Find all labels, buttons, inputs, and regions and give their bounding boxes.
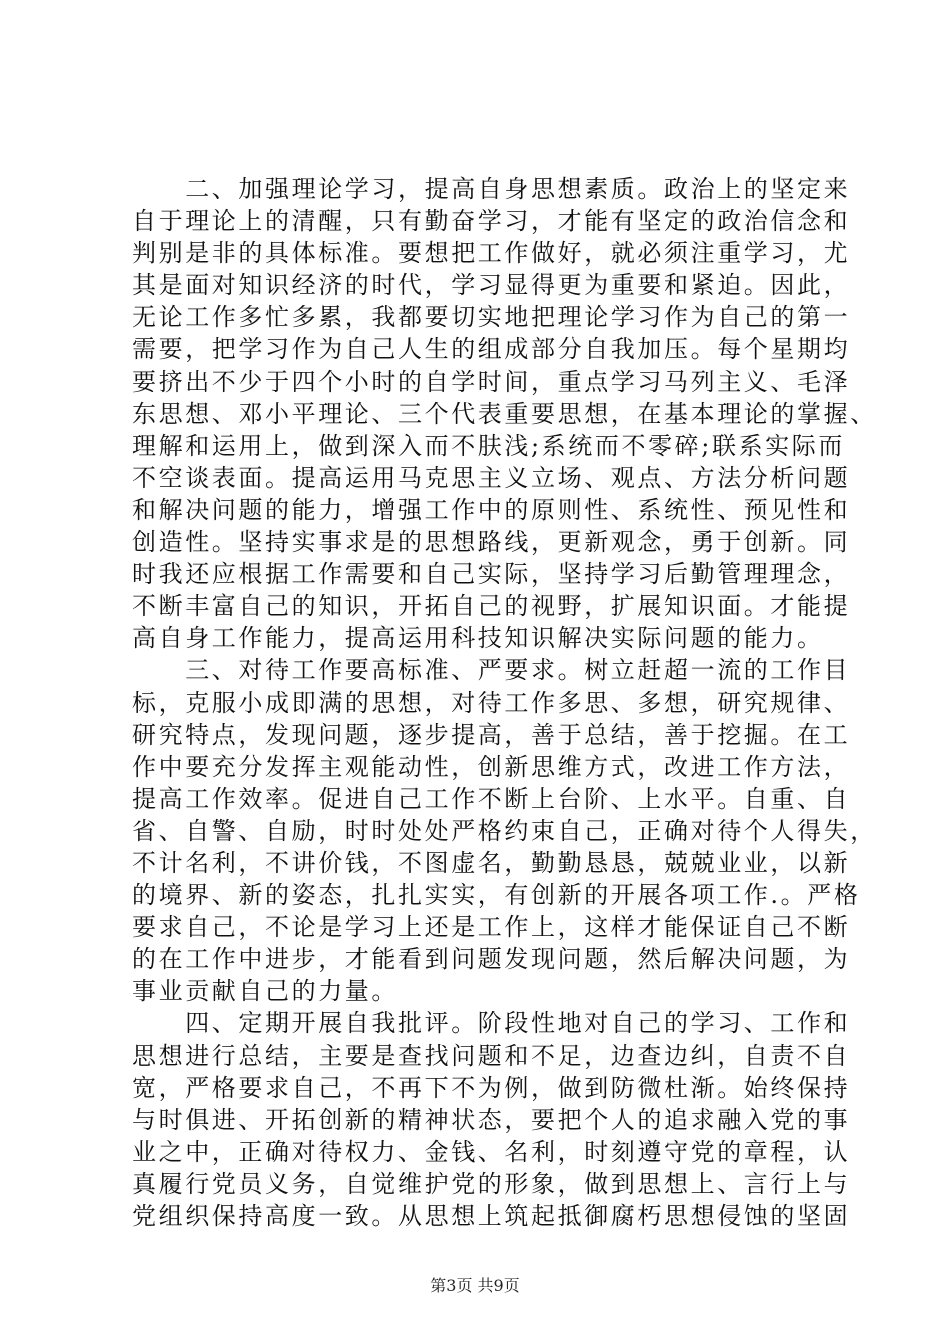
text-line: 宽，严格要求自己，不再下不为例，做到防微杜渐。始终保持: [132, 1073, 851, 1102]
text-line: 三、对待工作要高标准、严要求。树立赶超一流的工作目: [132, 656, 851, 685]
text-line: 的在工作中进步，才能看到问题发现问题，然后解决问题，为: [132, 945, 851, 974]
text-line: 东思想、邓小平理论、三个代表重要思想，在基本理论的掌握、: [132, 399, 877, 428]
text-line: 要求自己，不论是学习上还是工作上，这样才能保证自己不断: [132, 913, 851, 942]
text-line: 省、自警、自励，时时处处严格约束自己，正确对待个人得失，: [132, 816, 877, 845]
text-line: 思想进行总结，主要是查找问题和不足，边查边纠，自责不自: [132, 1041, 851, 1070]
text-line: 研究特点，发现问题，逐步提高，善于总结，善于挖掘。在工: [132, 720, 851, 749]
text-line: 无论工作多忙多累，我都要切实地把理论学习作为自己的第一: [132, 303, 851, 332]
text-line: 不断丰富自己的知识，开拓自己的视野，扩展知识面。才能提: [132, 592, 851, 621]
text-line: 不空谈表面。提高运用马克思主义立场、观点、方法分析问题: [132, 463, 851, 492]
text-line: 判别是非的具体标准。要想把工作做好，就必须注重学习，尤: [132, 239, 851, 268]
text-line: 二、加强理论学习，提高自身思想素质。政治上的坚定来: [132, 175, 851, 203]
text-line: 事业贡献自己的力量。: [132, 977, 398, 1006]
text-line: 高自身工作能力，提高运用科技知识解决实际问题的能力。: [132, 624, 824, 653]
text-line: 不计名利，不讲价钱，不图虚名，勤勤恳恳，兢兢业业，以新: [132, 848, 851, 877]
text-line: 业之中，正确对待权力、金钱、名利，时刻遵守党的章程，认: [132, 1137, 851, 1166]
page-footer: 第3页 共9页: [430, 1276, 520, 1295]
text-line: 提高工作效率。促进自己工作不断上台阶、上水平。自重、自: [132, 784, 851, 813]
text-line: 理解和运用上，做到深入而不肤浅;系统而不零碎;联系实际而: [132, 431, 845, 460]
text-line: 的境界、新的姿态，扎扎实实，有创新的开展各项工作.。严格: [132, 881, 861, 910]
text-line: 标，克服小成即满的思想，对待工作多思、多想，研究规律、: [132, 688, 851, 717]
text-line: 和解决问题的能力，增强工作中的原则性、系统性、预见性和: [132, 495, 851, 524]
text-line: 要挤出不少于四个小时的自学时间，重点学习马列主义、毛泽: [132, 367, 851, 396]
text-line: 四、定期开展自我批评。阶段性地对自己的学习、工作和: [132, 1009, 851, 1038]
document-body: [132, 173, 877, 1232]
text-line: 需要，把学习作为自己人生的组成部分自我加压。每个星期均: [132, 335, 851, 364]
text-line: 与时俱进、开拓创新的精神状态，要把个人的追求融入党的事: [132, 1105, 851, 1134]
text-line: 其是面对知识经济的时代，学习显得更为重要和紧迫。因此，: [132, 271, 851, 300]
text-line: 自于理论上的清醒，只有勤奋学习，才能有坚定的政治信念和: [132, 207, 851, 236]
text-line: 党组织保持高度一致。从思想上筑起抵御腐朽思想侵蚀的坚固: [132, 1202, 851, 1230]
text-line: 真履行党员义务，自觉维护党的形象，做到思想上、言行上与: [132, 1169, 851, 1198]
text-line: 创造性。坚持实事求是的思想路线，更新观念，勇于创新。同: [132, 528, 851, 557]
text-line: 时我还应根据工作需要和自己实际，坚持学习后勤管理理念，: [132, 560, 851, 589]
text-line: 作中要充分发挥主观能动性，创新思维方式，改进工作方法，: [132, 752, 851, 781]
